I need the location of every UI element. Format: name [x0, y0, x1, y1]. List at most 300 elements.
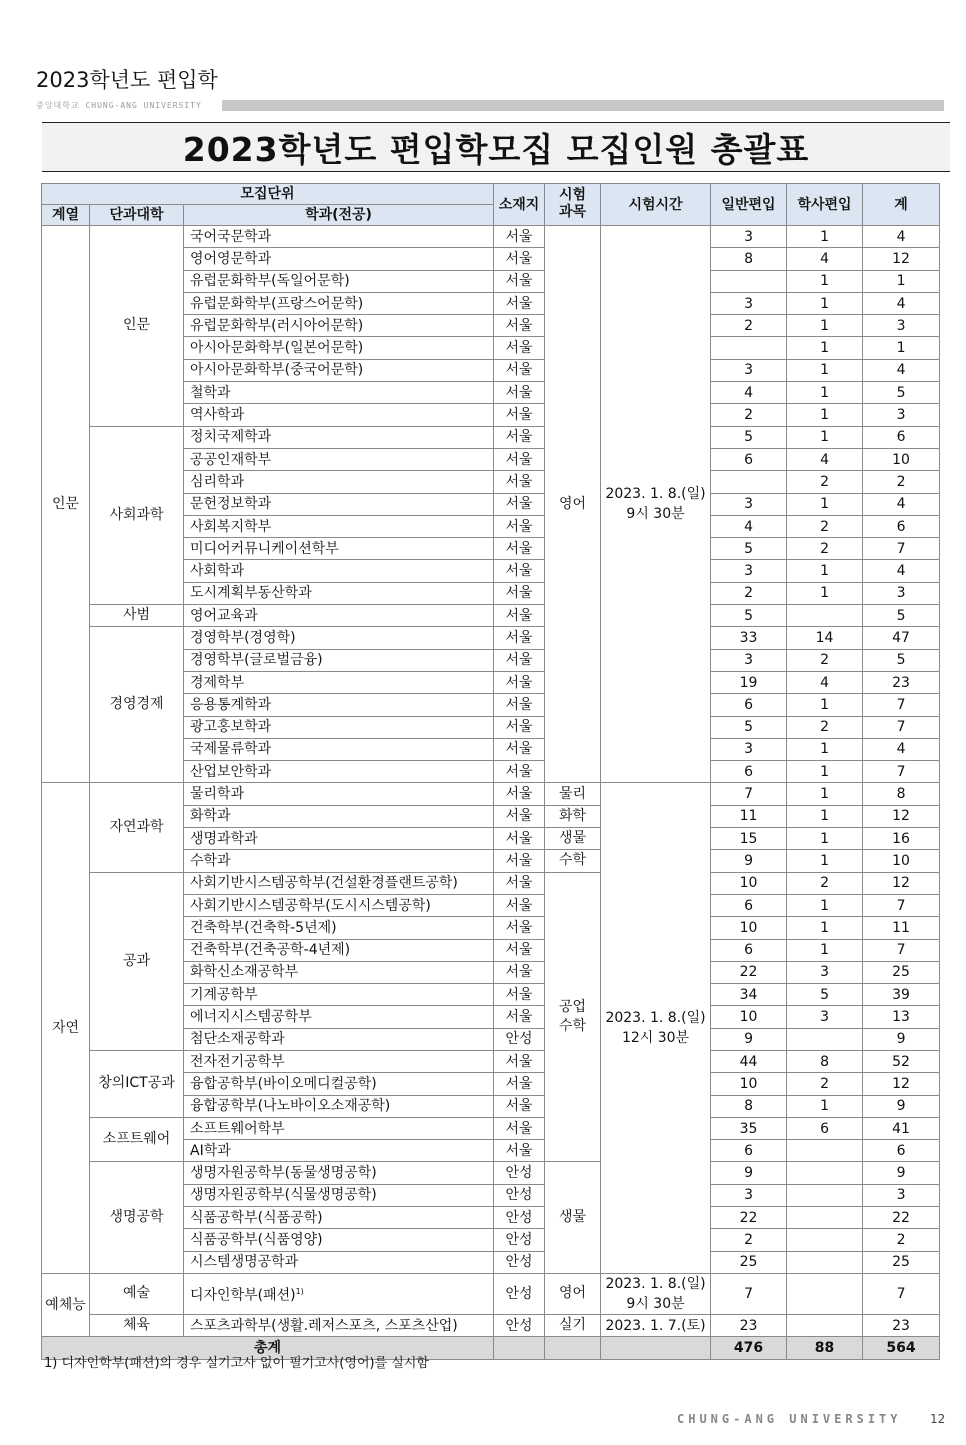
bachelor-count-cell	[787, 1251, 863, 1273]
bachelor-count-cell: 2	[787, 471, 863, 493]
dept-cell	[184, 783, 494, 805]
campus-cell: 서울	[494, 248, 545, 270]
campus-cell: 서울	[494, 515, 545, 537]
header-campus: 소재지	[494, 184, 545, 226]
campus-cell: 안성	[494, 1028, 545, 1050]
exam-time-cell: 2023. 1. 7.(토)	[601, 1314, 711, 1336]
total-count-cell: 4	[863, 226, 940, 248]
campus-cell: 서울	[494, 894, 545, 916]
dept-name: 첨단소재공학과	[190, 1031, 285, 1048]
campus-cell: 서울	[494, 716, 545, 738]
dept-name: 국어국문학과	[190, 228, 272, 245]
general-count-cell: 3	[711, 738, 787, 760]
bachelor-count-cell: 1	[787, 738, 863, 760]
bachelor-count-cell: 1	[787, 828, 863, 850]
exam-time-cell: 2023. 1. 8.(일) 9시 30분	[601, 226, 711, 783]
campus-cell: 서울	[494, 850, 545, 872]
total-count-cell: 9	[863, 1162, 940, 1184]
campus-cell: 안성	[494, 1207, 545, 1229]
dept-cell	[184, 1162, 494, 1184]
total-count-cell: 4	[863, 359, 940, 381]
dept-name: 아시아문화학부(중국어문학)	[190, 362, 364, 379]
campus-cell: 서울	[494, 448, 545, 470]
dept-cell	[184, 694, 494, 716]
campus-cell: 안성	[494, 1162, 545, 1184]
dept-name: 소프트웨어학부	[190, 1120, 285, 1137]
dept-name: 영어교육과	[190, 607, 258, 624]
dept-name: 미디어커뮤니케이션학부	[190, 540, 339, 557]
total-empty-cell	[601, 1337, 711, 1359]
table-row	[42, 1162, 940, 1184]
college-cell: 예술	[90, 1273, 184, 1314]
bachelor-count-cell: 3	[787, 961, 863, 983]
total-count-cell: 41	[863, 1117, 940, 1139]
header-general: 일반편입	[711, 184, 787, 226]
general-count-cell: 25	[711, 1251, 787, 1273]
dept-name: 식품공학부(식품공학)	[190, 1209, 323, 1226]
total-count-cell: 6	[863, 426, 940, 448]
general-count-cell: 5	[711, 538, 787, 560]
total-count-cell: 6	[863, 515, 940, 537]
general-count-cell: 6	[711, 939, 787, 961]
dept-cell	[184, 716, 494, 738]
total-count-cell: 5	[863, 382, 940, 404]
bachelor-count-cell: 1	[787, 805, 863, 827]
header-college: 단과대학	[90, 205, 184, 226]
subject-cell: 생물	[545, 1162, 601, 1273]
campus-cell: 안성	[494, 1184, 545, 1206]
campus-cell: 서울	[494, 560, 545, 582]
main-title-box	[42, 122, 950, 172]
total-count-cell: 4	[863, 292, 940, 314]
total-count-cell: 5	[863, 605, 940, 627]
total-count-cell: 3	[863, 1184, 940, 1206]
total-count-cell: 7	[863, 694, 940, 716]
campus-cell: 서울	[494, 761, 545, 783]
table-row	[42, 1314, 940, 1336]
campus-cell: 서울	[494, 1140, 545, 1162]
dept-name: 사회기반시스템공학부(도시시스템공학)	[190, 897, 431, 914]
general-count-cell: 4	[711, 515, 787, 537]
campus-cell: 서울	[494, 805, 545, 827]
dept-name: 화학과	[190, 808, 231, 825]
campus-cell: 서울	[494, 337, 545, 359]
total-count-cell: 7	[863, 538, 940, 560]
bachelor-count-cell	[787, 1207, 863, 1229]
dept-cell	[184, 359, 494, 381]
general-count-cell: 6	[711, 1140, 787, 1162]
bachelor-count-cell	[787, 1162, 863, 1184]
header-dept: 학과(전공)	[184, 205, 494, 226]
dept-cell	[184, 226, 494, 248]
footer-brand: CHUNG-ANG UNIVERSITY	[677, 1412, 902, 1426]
dept-cell	[184, 448, 494, 470]
dept-name: 생명과학과	[190, 830, 258, 847]
total-count-cell: 12	[863, 872, 940, 894]
total-count-cell: 1	[863, 270, 940, 292]
total-count-cell: 47	[863, 627, 940, 649]
general-count-cell: 9	[711, 1162, 787, 1184]
total-count-cell: 7	[863, 716, 940, 738]
campus-cell: 안성	[494, 1251, 545, 1273]
total-count-cell: 52	[863, 1050, 940, 1072]
campus-cell: 서울	[494, 582, 545, 604]
dept-name: 화학신소재공학부	[190, 964, 299, 981]
general-count-cell: 2	[711, 404, 787, 426]
dept-cell	[184, 1028, 494, 1050]
bachelor-count-cell: 2	[787, 872, 863, 894]
header-field: 계열	[42, 205, 90, 226]
campus-cell: 서울	[494, 694, 545, 716]
bachelor-count-cell: 4	[787, 248, 863, 270]
bachelor-count-cell: 5	[787, 984, 863, 1006]
page-number: 12	[930, 1412, 946, 1426]
college-cell: 창의ICT공과	[90, 1050, 184, 1117]
bachelor-count-cell	[787, 605, 863, 627]
campus-cell: 서울	[494, 292, 545, 314]
header-row-1	[42, 184, 940, 205]
general-count-cell: 33	[711, 627, 787, 649]
exam-time-cell: 2023. 1. 8.(일) 12시 30분	[601, 783, 711, 1274]
general-count-cell: 6	[711, 448, 787, 470]
campus-cell: 서울	[494, 738, 545, 760]
total-count-cell: 3	[863, 315, 940, 337]
table-row	[42, 226, 940, 248]
total-count-cell: 4	[863, 560, 940, 582]
total-count-cell: 3	[863, 404, 940, 426]
college-cell: 사회과학	[90, 426, 184, 604]
general-count-cell: 3	[711, 226, 787, 248]
campus-cell: 서울	[494, 627, 545, 649]
dept-name: 물리학과	[190, 786, 245, 803]
campus-cell: 서울	[494, 671, 545, 693]
dept-cell	[184, 894, 494, 916]
subject-cell: 물리	[545, 783, 601, 805]
dept-name: 융합공학부(바이오메디컬공학)	[190, 1075, 377, 1092]
dept-cell	[184, 493, 494, 515]
total-count-cell: 23	[863, 1314, 940, 1336]
dept-name: 철학과	[190, 384, 231, 401]
subject-cell: 공업 수학	[545, 872, 601, 1162]
dept-name: 경영학부(경영학)	[190, 629, 296, 646]
dept-name: 융합공학부(나노바이오소재공학)	[190, 1098, 391, 1115]
general-count-cell: 22	[711, 1207, 787, 1229]
total-count-cell: 5	[863, 649, 940, 671]
bachelor-count-cell	[787, 1229, 863, 1251]
table-row	[42, 605, 940, 627]
bachelor-count-cell: 1	[787, 493, 863, 515]
campus-cell: 서울	[494, 872, 545, 894]
campus-cell: 서울	[494, 605, 545, 627]
dept-name: 산업보안학과	[190, 763, 272, 780]
dept-name: 사회학과	[190, 563, 245, 580]
header-bachelor: 학사편입	[787, 184, 863, 226]
general-count-cell: 10	[711, 1006, 787, 1028]
campus-cell: 서울	[494, 1117, 545, 1139]
total-count-cell: 12	[863, 248, 940, 270]
subject-cell: 영어	[545, 1273, 601, 1314]
dept-cell	[184, 471, 494, 493]
dept-cell	[184, 292, 494, 314]
dept-name: 생명자원공학부(식물생명공학)	[190, 1187, 377, 1204]
bachelor-count-cell	[787, 1140, 863, 1162]
dept-name: 심리학과	[190, 473, 245, 490]
general-count-cell: 10	[711, 872, 787, 894]
grand-total-bachelor: 88	[787, 1337, 863, 1359]
bachelor-count-cell: 1	[787, 359, 863, 381]
total-count-cell: 22	[863, 1207, 940, 1229]
total-count-cell: 4	[863, 738, 940, 760]
bachelor-count-cell: 2	[787, 538, 863, 560]
total-count-cell: 7	[863, 1273, 940, 1314]
general-count-cell: 3	[711, 1184, 787, 1206]
dept-name: 유럽문화학부(러시아어문학)	[190, 317, 364, 334]
campus-cell: 서울	[494, 404, 545, 426]
dept-name: 아시아문화학부(일본어문학)	[190, 340, 364, 357]
bachelor-count-cell	[787, 1184, 863, 1206]
bachelor-count-cell: 1	[787, 337, 863, 359]
general-count-cell: 6	[711, 894, 787, 916]
bachelor-count-cell	[787, 1314, 863, 1336]
total-count-cell: 12	[863, 805, 940, 827]
campus-cell: 서울	[494, 471, 545, 493]
dept-cell	[184, 605, 494, 627]
campus-cell: 서울	[494, 315, 545, 337]
general-count-cell: 23	[711, 1314, 787, 1336]
dept-cell	[184, 1229, 494, 1251]
campus-cell: 서울	[494, 382, 545, 404]
college-cell: 인문	[90, 226, 184, 427]
general-count-cell: 5	[711, 716, 787, 738]
dept-cell	[184, 1273, 494, 1314]
exam-time-cell: 2023. 1. 8.(일) 9시 30분	[601, 1273, 711, 1314]
campus-cell: 서울	[494, 426, 545, 448]
grand-total-label: 총계	[42, 1337, 494, 1359]
general-count-cell: 9	[711, 1028, 787, 1050]
table-row	[42, 627, 940, 649]
subject-cell: 화학	[545, 805, 601, 827]
total-count-cell: 13	[863, 1006, 940, 1028]
dept-cell	[184, 515, 494, 537]
dept-cell	[184, 627, 494, 649]
total-count-cell: 25	[863, 961, 940, 983]
college-cell: 경영경제	[90, 627, 184, 783]
dept-name: 식품공학부(식품영양)	[190, 1232, 323, 1248]
total-count-cell: 7	[863, 761, 940, 783]
dept-cell	[184, 738, 494, 760]
general-count-cell	[711, 471, 787, 493]
subject-cell: 영어	[545, 226, 601, 783]
dept-name: 사회복지학부	[190, 518, 272, 535]
general-count-cell: 3	[711, 649, 787, 671]
bachelor-count-cell: 14	[787, 627, 863, 649]
dept-cell	[184, 761, 494, 783]
dept-name: 수학과	[190, 852, 231, 869]
college-cell: 생명공학	[90, 1162, 184, 1273]
dept-cell	[184, 582, 494, 604]
grand-total-total: 564	[863, 1337, 940, 1359]
bachelor-count-cell: 8	[787, 1050, 863, 1072]
general-count-cell	[711, 270, 787, 292]
header-subject: 시험과목	[545, 184, 601, 226]
bachelor-count-cell: 4	[787, 671, 863, 693]
dept-name: 경영학부(글로벌금융)	[190, 652, 323, 669]
campus-cell: 서울	[494, 538, 545, 560]
campus-cell: 서울	[494, 984, 545, 1006]
campus-cell: 서울	[494, 270, 545, 292]
total-count-cell: 7	[863, 894, 940, 916]
dept-name: 응용통계학과	[190, 696, 272, 713]
bachelor-count-cell: 2	[787, 1073, 863, 1095]
dept-name: 공공인재학부	[190, 451, 272, 468]
general-count-cell: 6	[711, 694, 787, 716]
field-cell: 인문	[42, 226, 90, 783]
total-count-cell: 3	[863, 582, 940, 604]
dept-cell	[184, 850, 494, 872]
dept-name: 영어영문학과	[190, 250, 272, 267]
header-time: 시험시간	[601, 184, 711, 226]
general-count-cell: 3	[711, 359, 787, 381]
bachelor-count-cell: 2	[787, 515, 863, 537]
bachelor-count-cell	[787, 1273, 863, 1314]
campus-cell: 서울	[494, 226, 545, 248]
dept-cell	[184, 1140, 494, 1162]
general-count-cell: 35	[711, 1117, 787, 1139]
dept-name: AI학과	[190, 1142, 231, 1159]
subject-cell: 생물	[545, 828, 601, 850]
campus-cell: 안성	[494, 1273, 545, 1314]
total-count-cell: 39	[863, 984, 940, 1006]
general-count-cell: 7	[711, 783, 787, 805]
dept-name: 광고홍보학과	[190, 719, 272, 736]
university-logo: 중앙대학교 CHUNG-ANG UNIVERSITY	[36, 101, 202, 110]
footnote-marker: 1)	[295, 1287, 304, 1297]
campus-cell: 서울	[494, 939, 545, 961]
dept-cell	[184, 404, 494, 426]
general-count-cell: 34	[711, 984, 787, 1006]
total-count-cell: 2	[863, 471, 940, 493]
dept-cell	[184, 426, 494, 448]
dept-cell	[184, 1073, 494, 1095]
dept-name: 건축학부(건축공학-4년제)	[190, 942, 351, 959]
dept-cell	[184, 872, 494, 894]
general-count-cell: 9	[711, 850, 787, 872]
general-count-cell: 6	[711, 761, 787, 783]
bachelor-count-cell: 1	[787, 382, 863, 404]
total-count-cell: 23	[863, 671, 940, 693]
dept-cell	[184, 984, 494, 1006]
table-row	[42, 872, 940, 894]
dept-cell	[184, 1207, 494, 1229]
general-count-cell: 2	[711, 1229, 787, 1251]
main-title: 2023학년도 편입학모집 모집인원 총괄표	[182, 129, 810, 169]
campus-cell: 서울	[494, 828, 545, 850]
total-count-cell: 12	[863, 1073, 940, 1095]
dept-name: 에너지시스템공학부	[190, 1009, 312, 1026]
campus-cell: 서울	[494, 1006, 545, 1028]
table-row	[42, 1273, 940, 1314]
bachelor-count-cell: 1	[787, 917, 863, 939]
general-count-cell: 7	[711, 1273, 787, 1314]
dept-name: 문헌정보학과	[190, 496, 272, 513]
dept-name: 국제물류학과	[190, 741, 272, 758]
dept-name: 역사학과	[190, 407, 245, 424]
bachelor-count-cell	[787, 1028, 863, 1050]
total-count-cell: 7	[863, 939, 940, 961]
dept-cell	[184, 382, 494, 404]
dept-name: 건축학부(건축학-5년제)	[190, 919, 337, 936]
dept-cell	[184, 1050, 494, 1072]
total-count-cell: 10	[863, 850, 940, 872]
total-count-cell: 4	[863, 493, 940, 515]
bachelor-count-cell: 2	[787, 716, 863, 738]
total-count-cell: 9	[863, 1028, 940, 1050]
dept-name: 유럽문화학부(프랑스어문학)	[190, 295, 364, 312]
campus-cell: 서울	[494, 1073, 545, 1095]
total-empty-cell	[545, 1337, 601, 1359]
total-count-cell: 2	[863, 1229, 940, 1251]
bachelor-count-cell: 1	[787, 783, 863, 805]
total-count-cell: 9	[863, 1095, 940, 1117]
dept-cell	[184, 1251, 494, 1273]
college-cell: 자연과학	[90, 783, 184, 872]
bachelor-count-cell: 4	[787, 448, 863, 470]
bachelor-count-cell: 1	[787, 226, 863, 248]
bachelor-count-cell: 1	[787, 939, 863, 961]
general-count-cell: 22	[711, 961, 787, 983]
bachelor-count-cell: 1	[787, 292, 863, 314]
bachelor-count-cell: 1	[787, 894, 863, 916]
bachelor-count-cell: 1	[787, 426, 863, 448]
header-total: 계	[863, 184, 940, 226]
dept-cell	[184, 1314, 494, 1336]
total-empty-cell	[494, 1337, 545, 1359]
bachelor-count-cell: 1	[787, 1095, 863, 1117]
dept-cell	[184, 828, 494, 850]
general-count-cell: 2	[711, 582, 787, 604]
campus-cell: 서울	[494, 493, 545, 515]
header-recruit-unit: 모집단위	[42, 184, 494, 205]
dept-name: 디자인학부(패션)	[190, 1287, 296, 1304]
general-count-cell: 19	[711, 671, 787, 693]
total-count-cell: 11	[863, 917, 940, 939]
bachelor-count-cell: 6	[787, 1117, 863, 1139]
bachelor-count-cell: 1	[787, 694, 863, 716]
general-count-cell: 15	[711, 828, 787, 850]
dept-name: 시스템생명공학과	[190, 1254, 299, 1271]
total-count-cell: 1	[863, 337, 940, 359]
dept-cell	[184, 1184, 494, 1206]
bachelor-count-cell: 1	[787, 315, 863, 337]
total-count-cell: 25	[863, 1251, 940, 1273]
dept-name: 스포츠과학부(생활.레저스포츠, 스포츠산업)	[190, 1317, 458, 1334]
total-count-cell: 8	[863, 783, 940, 805]
dept-cell	[184, 1117, 494, 1139]
bachelor-count-cell: 1	[787, 560, 863, 582]
dept-cell	[184, 1095, 494, 1117]
dept-name: 도시계획부동산학과	[190, 585, 312, 602]
dept-cell	[184, 538, 494, 560]
general-count-cell: 5	[711, 426, 787, 448]
total-count-cell: 10	[863, 448, 940, 470]
subject-cell: 수학	[545, 850, 601, 872]
dept-cell	[184, 649, 494, 671]
general-count-cell: 3	[711, 292, 787, 314]
general-count-cell: 5	[711, 605, 787, 627]
table-body	[42, 226, 940, 1360]
general-count-cell: 2	[711, 315, 787, 337]
dept-name: 경제학부	[190, 674, 245, 691]
